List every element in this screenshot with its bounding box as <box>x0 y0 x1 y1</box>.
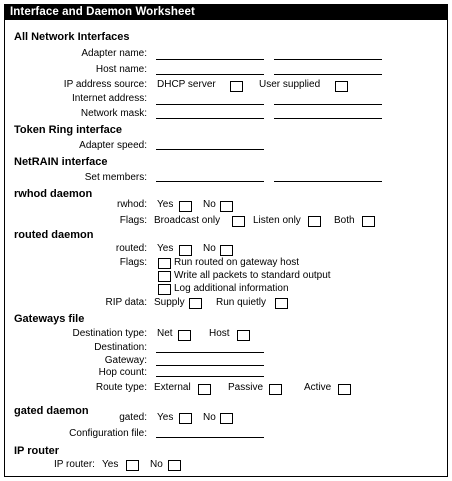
external-label: External <box>154 382 191 393</box>
network-mask-field-2[interactable] <box>274 118 382 119</box>
rwhod-label: rwhod: <box>116 199 147 210</box>
ip-router-label: IP router: <box>54 459 95 470</box>
both-label: Both <box>334 215 355 226</box>
gateway-label: Gateway: <box>104 355 147 366</box>
gated-label: gated: <box>119 412 147 423</box>
ip-router-yes-label: Yes <box>102 459 119 470</box>
internet-address-field-1[interactable] <box>156 104 264 105</box>
rwhod-flags-label: Flags: <box>119 215 147 226</box>
rwhod-yes-label: Yes <box>157 199 174 210</box>
rwhod-heading: rwhod daemon <box>14 188 93 200</box>
listen-only-checkbox[interactable] <box>308 216 321 227</box>
host-label: Host <box>209 328 230 339</box>
supply-checkbox[interactable] <box>189 298 202 309</box>
log-additional-info-checkbox[interactable] <box>158 284 171 295</box>
ip-router-yes-checkbox[interactable] <box>126 460 139 471</box>
rwhod-no-label: No <box>203 199 216 210</box>
run-quietly-checkbox[interactable] <box>275 298 288 309</box>
gated-yes-label: Yes <box>157 412 174 423</box>
run-routed-gateway-label: Run routed on gateway host <box>174 257 300 268</box>
set-members-field-1[interactable] <box>156 181 264 182</box>
network-mask-label: Network mask: <box>80 108 147 119</box>
hop-count-field[interactable] <box>156 376 264 377</box>
gated-yes-checkbox[interactable] <box>179 413 192 424</box>
active-label: Active <box>304 382 332 393</box>
destination-type-label: Destination type: <box>72 328 147 339</box>
ip-router-no-checkbox[interactable] <box>168 460 181 471</box>
set-members-label: Set members: <box>84 172 147 183</box>
net-checkbox[interactable] <box>178 330 191 341</box>
listen-only-label: Listen only <box>253 215 301 226</box>
host-name-field-1[interactable] <box>156 74 264 75</box>
rwhod-no-checkbox[interactable] <box>220 201 233 212</box>
host-checkbox[interactable] <box>237 330 250 341</box>
dhcp-server-checkbox[interactable] <box>230 81 243 92</box>
gateway-field[interactable] <box>156 365 264 366</box>
routed-heading: routed daemon <box>14 229 94 241</box>
gated-no-checkbox[interactable] <box>220 413 233 424</box>
adapter-speed-field[interactable] <box>156 149 264 150</box>
adapter-speed-label: Adapter speed: <box>79 140 147 151</box>
worksheet-title: Interface and Daemon Worksheet <box>10 6 195 18</box>
supply-label: Supply <box>154 297 185 308</box>
write-all-packets-label: Write all packets to standard output <box>174 270 331 281</box>
frame-left-border <box>4 20 5 476</box>
rip-data-label: RIP data: <box>105 297 147 308</box>
frame-right-border <box>447 20 448 476</box>
run-routed-gateway-checkbox[interactable] <box>158 258 171 269</box>
ip-source-label: IP address source: <box>63 79 147 90</box>
passive-label: Passive <box>228 382 264 393</box>
gated-no-label: No <box>203 412 216 423</box>
routed-no-checkbox[interactable] <box>220 245 233 256</box>
token-ring-heading: Token Ring interface <box>14 124 122 136</box>
netrain-heading: NetRAIN interface <box>14 156 108 168</box>
write-all-packets-checkbox[interactable] <box>158 271 171 282</box>
config-file-field[interactable] <box>156 437 264 438</box>
internet-address-field-2[interactable] <box>274 104 382 105</box>
destination-label: Destination: <box>94 342 147 353</box>
dhcp-server-label: DHCP server <box>157 79 216 90</box>
ip-router-no-label: No <box>150 459 163 470</box>
gated-heading: gated daemon <box>14 405 89 417</box>
config-file-label: Configuration file: <box>69 428 147 439</box>
broadcast-only-checkbox[interactable] <box>232 216 245 227</box>
routed-yes-label: Yes <box>157 243 174 254</box>
external-checkbox[interactable] <box>198 384 211 395</box>
active-checkbox[interactable] <box>338 384 351 395</box>
host-name-field-2[interactable] <box>274 74 382 75</box>
adapter-name-field-1[interactable] <box>156 59 264 60</box>
user-supplied-label: User supplied <box>259 79 321 90</box>
routed-flags-label: Flags: <box>119 257 147 268</box>
routed-no-label: No <box>203 243 216 254</box>
gateways-heading: Gateways file <box>14 313 85 325</box>
routed-yes-checkbox[interactable] <box>179 245 192 256</box>
passive-checkbox[interactable] <box>269 384 282 395</box>
rwhod-yes-checkbox[interactable] <box>179 201 192 212</box>
log-additional-info-label: Log additional information <box>174 283 289 294</box>
both-checkbox[interactable] <box>362 216 375 227</box>
adapter-name-label: Adapter name: <box>81 48 147 59</box>
user-supplied-checkbox[interactable] <box>335 81 348 92</box>
route-type-label: Route type: <box>95 382 147 393</box>
adapter-name-field-2[interactable] <box>274 59 382 60</box>
destination-field[interactable] <box>156 352 264 353</box>
broadcast-only-label: Broadcast only <box>154 215 221 226</box>
internet-address-label: Internet address: <box>71 93 147 104</box>
host-name-label: Host name: <box>95 64 147 75</box>
all-network-heading: All Network Interfaces <box>14 31 130 43</box>
frame-bottom-border <box>4 476 448 477</box>
set-members-field-2[interactable] <box>274 181 382 182</box>
network-mask-field-1[interactable] <box>156 118 264 119</box>
routed-label: routed: <box>115 243 147 254</box>
run-quietly-label: Run quietly <box>216 297 267 308</box>
net-label: Net <box>157 328 173 339</box>
hop-count-label: Hop count: <box>98 367 147 378</box>
ip-router-heading: IP router <box>14 445 60 457</box>
